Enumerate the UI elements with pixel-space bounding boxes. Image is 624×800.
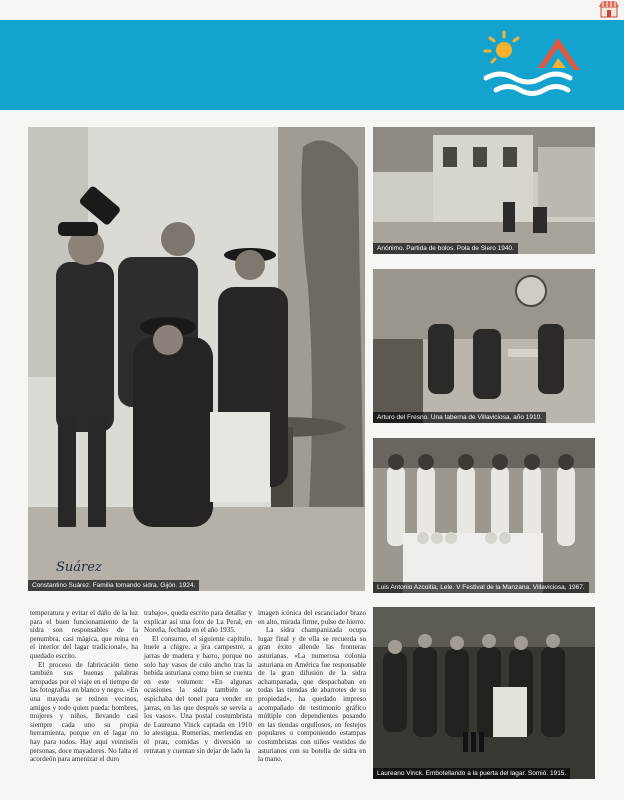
paragraph: trabajo», queda escrito para detallar y explicar así una foto de La Peral, en Noreña, fechada en el año 1935. [144, 609, 252, 635]
caption-main: Constantino Suárez. Familia tomando sidra. Gijón. 1924. [28, 580, 199, 591]
photo-bolos [373, 127, 595, 254]
paragraph: La sidra champanizada ocupa lugar final y de ella se recuerda su gran éxito allende las fronteras asturianas. «La numerosa colonia asturiana en América fue responsable de la gran difusión de la sidra achampanada, que despachaban en todas las tiendas de abarrotes de su propiedad», ha quedado impreso acompañado de testimonio gráfico múltiple con dependientes posando en las tiendas orgullosos, en festejos populares o componiendo estampas costumbristas con niños vestidos de asturianos con su botella de sidra en la mano. [258, 626, 366, 764]
caption-lagar: Laureano Vinck. Embotellando a la puerta del lagar. Somió. 1915. [373, 768, 570, 779]
caption-manzana: Luis Antonio Azcoitia, Lele. V Festival de la Manzana. Villaviciosa, 1967. [373, 582, 589, 593]
photographer-signature: Suárez [56, 560, 102, 575]
text-column-2 [144, 609, 252, 755]
paragraph: imagen icónica del escanciador brazo en alto, mirada firme, pulso de hierro. [258, 609, 366, 626]
paragraph: El consumo, el siguiente capítulo, huele a chigre, a jira campestre, a jarras de madera y barro, porque no solo hay vasos de culo ancho tras la bebida asturiana como bien se cuenta en este volumen: «En algunas ocasiones la sidra también se espichaba del tonel para vender en jarras, en las que después se servía a los vasos». Una postal costumbrista de Laureano Vinck captada en 1910 lo atestigua. Romerías, meriendas en el prau, comidas y diversión se retratan y cuentan sin dejar de lado la [144, 634, 252, 755]
paragraph: El proceso de fabricación tiene también sus buenas palabras arropadas por el viaje en el tiempo de las fotografías en blanco y negro. «En una mayada se reúnen vecinos, amigos y todo quien pueda: hombres, mujeres y niños, llevando casi siempre cada uno su propia herramienta, porque en el lagar no hay para todos. Hay aquí veintiséis personas, doce mayadores. No falta el acordeón para amenizar el duro [30, 660, 138, 764]
text-column-3 [258, 609, 366, 764]
caption-taberna: Arturo del Fresno. Una taberna de Villaviciosa, año 1910. [373, 412, 546, 423]
photo-festival-manzana [373, 438, 595, 593]
shop-icon[interactable] [598, 0, 620, 18]
caption-bolos: Anónimo. Partida de bolos. Pola de Siero 1940. [373, 243, 518, 254]
photo-lagar [373, 607, 595, 779]
paragraph: temperatura y evitar el daño de la luz para el buen funcionamiento de la sidra son responsables de la penumbra, casi mágica, que reina en el interior del lagar tradicional», ha quedado escrito. [30, 609, 138, 660]
photo-taberna [373, 269, 595, 423]
text-column-1 [30, 609, 138, 764]
photo-family-cider [28, 127, 365, 591]
beach-logo-icon [476, 28, 588, 100]
